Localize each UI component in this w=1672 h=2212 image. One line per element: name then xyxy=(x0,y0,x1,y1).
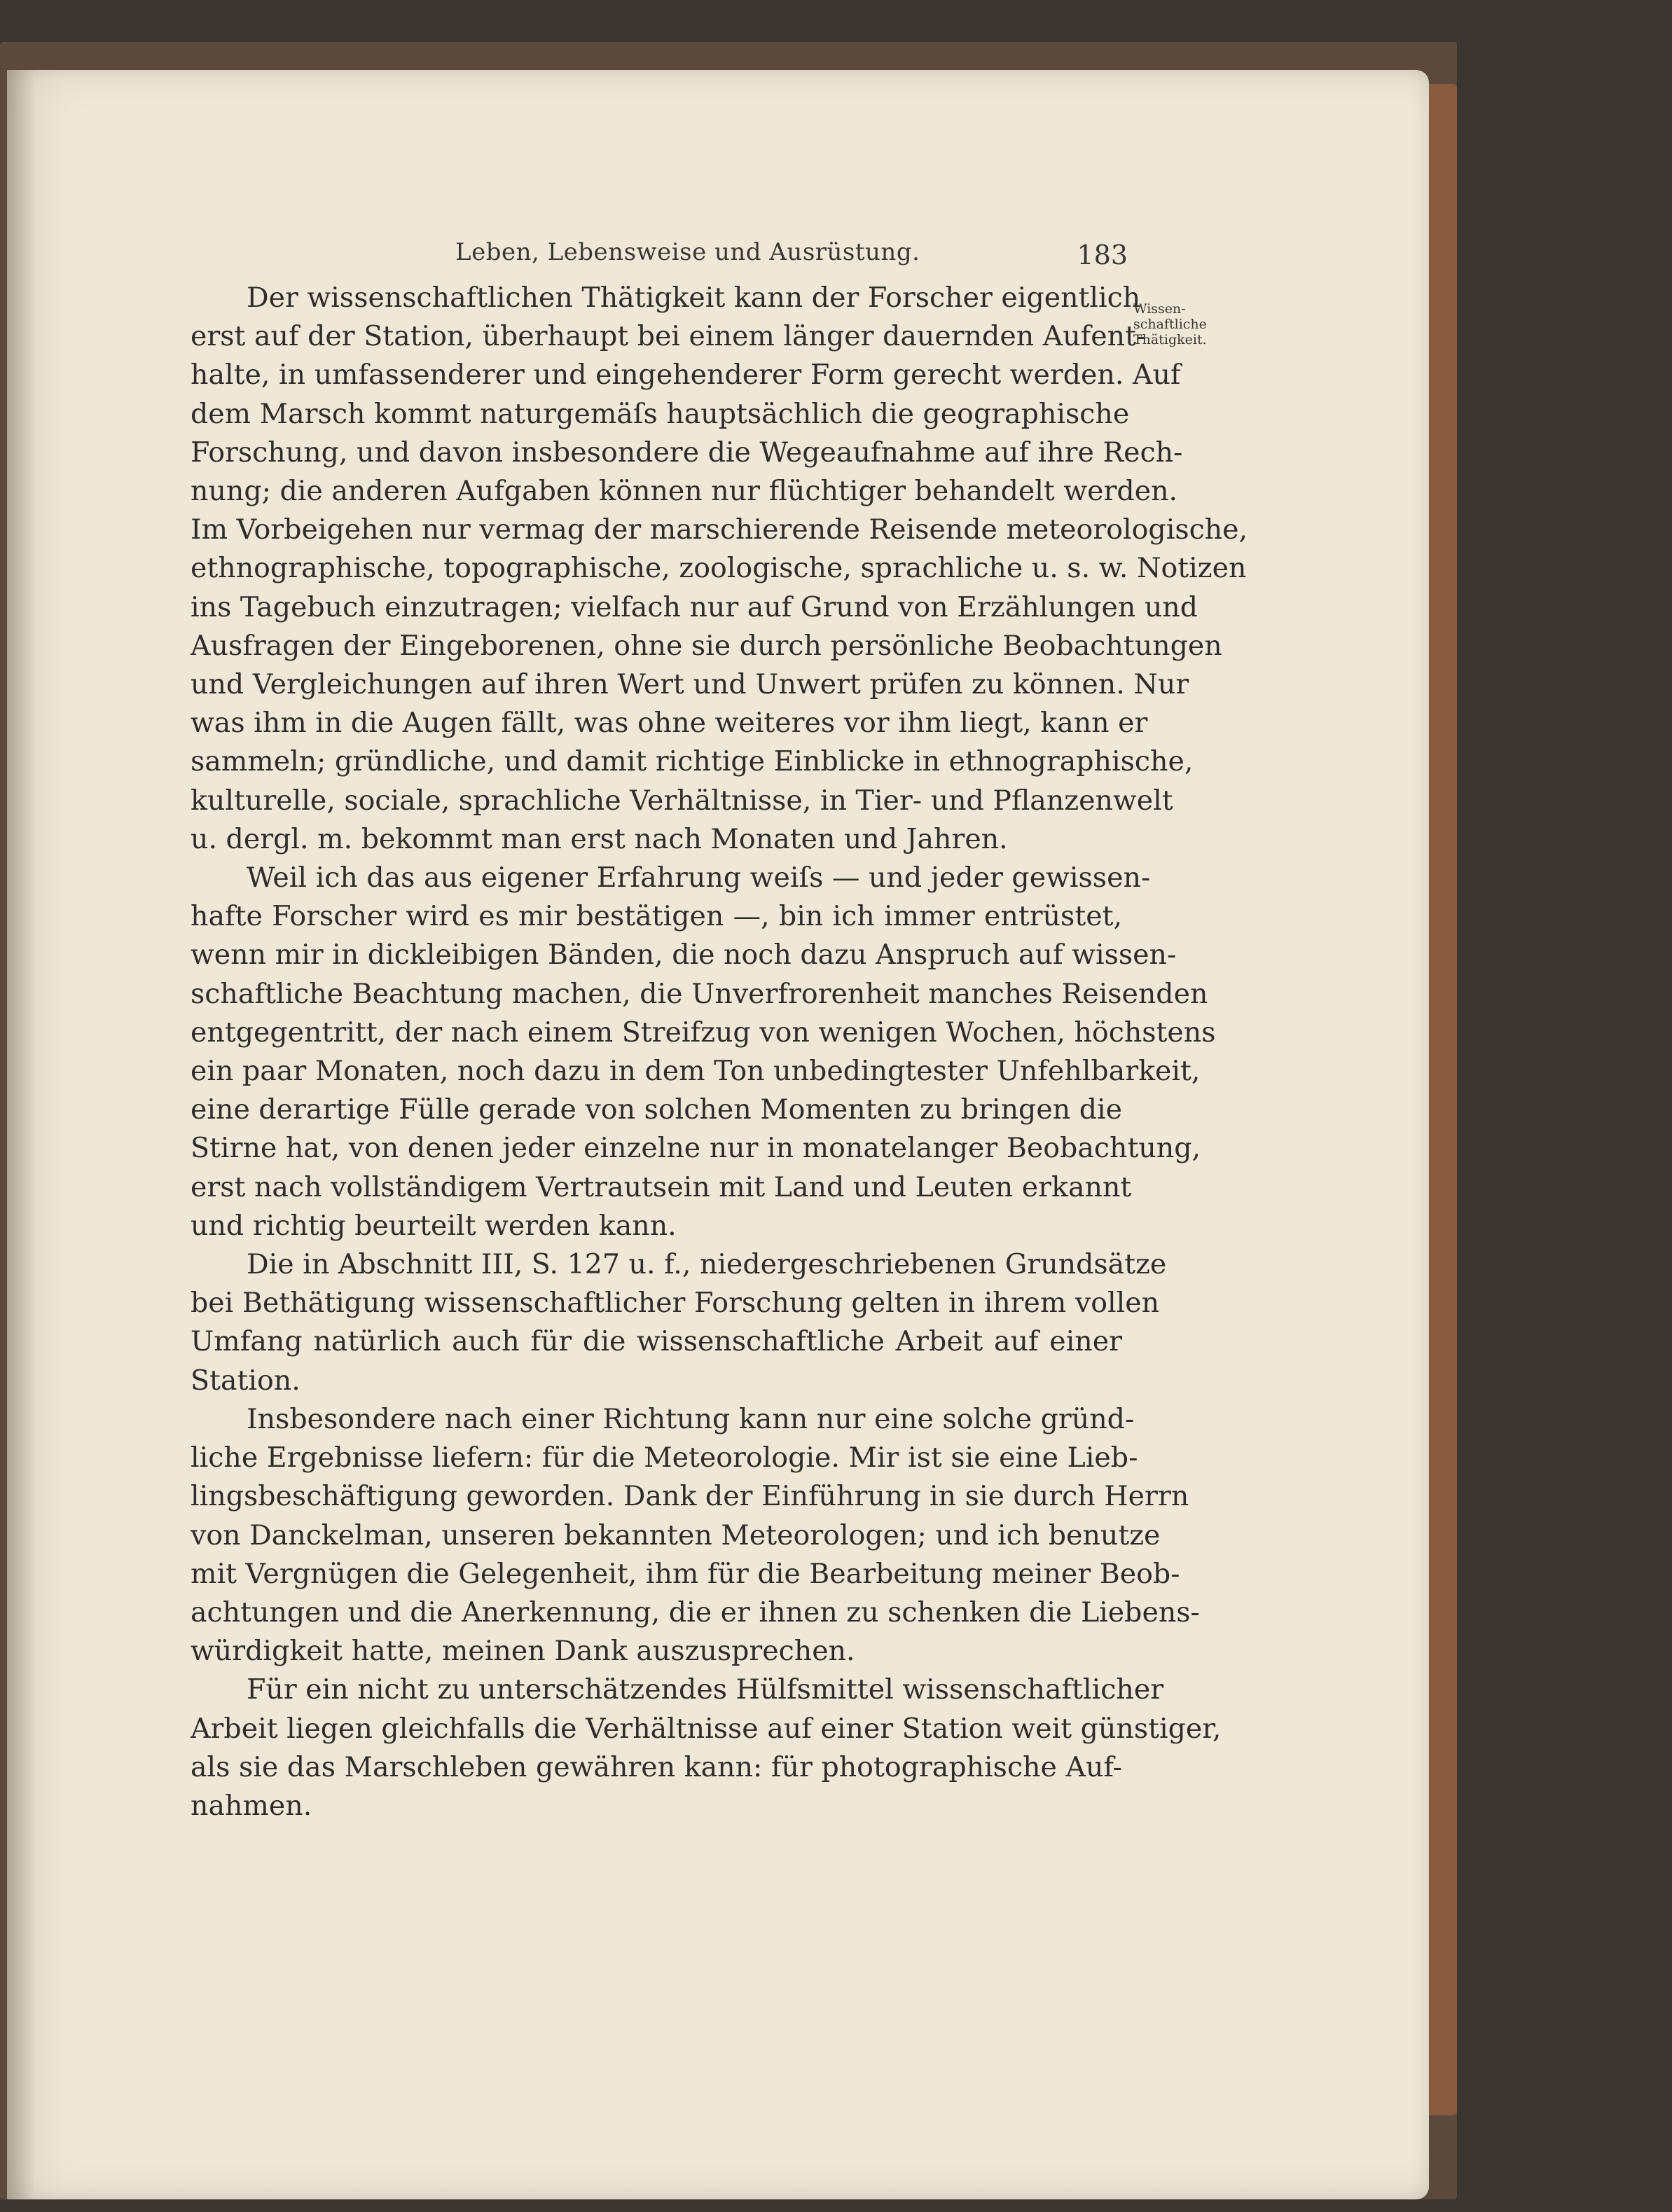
text-line: Im Vorbeigehen nur vermag der marschierende Reisende meteorologische, xyxy=(191,513,1248,546)
text-line: und Vergleichungen auf ihren Wert und Unwert prüfen zu können. Nur xyxy=(191,668,1189,701)
text-line: Arbeit liegen gleichfalls die Verhältnisse auf einer Station weit günstiger, xyxy=(191,1712,1222,1745)
paragraph xyxy=(191,279,1248,859)
text-line: entgegentritt, der nach einem Streifzug von wenigen Wochen, höchstens xyxy=(191,1016,1216,1049)
text-line: bei Bethätigung wissenschaftlicher Forschung gelten in ihrem vollen xyxy=(191,1287,1160,1320)
text-line: würdigkeit hatte, meinen Dank auszusprechen. xyxy=(191,1635,855,1668)
text-line: kulturelle, sociale, sprachliche Verhältnisse, in Tier- und Pflanzenwelt xyxy=(191,784,1173,817)
page-gutter xyxy=(7,70,35,2199)
marginal-note-line: schaftliche xyxy=(1133,317,1207,332)
text-line: Umfang natürlich auch für die wissenschaftliche Arbeit auf einer xyxy=(191,1325,1122,1358)
paragraph xyxy=(191,1400,1200,1671)
text-line: Insbesondere nach einer Richtung kann nur eine solche gründ- xyxy=(247,1402,1135,1435)
text-line: Forschung, und davon insbesondere die Wegeaufnahme auf ihre Rech- xyxy=(191,436,1183,469)
text-line: was ihm in die Augen fällt, was ohne weiteres vor ihm liegt, kann er xyxy=(191,707,1148,740)
text-line: u. dergl. m. bekommt man erst nach Monaten und Jahren. xyxy=(191,822,1008,855)
page-header xyxy=(448,238,1128,273)
text-line: Weil ich das aus eigener Erfahrung weiſs — und jeder gewissen- xyxy=(247,862,1151,894)
text-line: Für ein nicht zu unterschätzendes Hülfsmittel wissenschaftlicher xyxy=(247,1673,1164,1706)
text-line: wenn mir in dickleibigen Bänden, die noch dazu Anspruch auf wissen- xyxy=(191,939,1177,972)
text-line: lingsbeschäftigung geworden. Dank der Einführung in sie durch Herrn xyxy=(191,1480,1189,1513)
text-line: Ausfragen der Eingeborenen, ohne sie durch persönliche Beobachtungen xyxy=(191,629,1222,662)
text-line: erst auf der Station, überhaupt bei einem länger dauernden Aufent- xyxy=(191,320,1146,353)
marginal-note-line: Wissen- xyxy=(1133,301,1186,317)
text-line: nung; die anderen Aufgaben können nur flüchtiger behandelt werden. xyxy=(191,475,1178,508)
text-line: erst nach vollständigem Vertrautsein mit Land und Leuten erkannt xyxy=(191,1170,1132,1203)
marginal-note-line: Thätigkeit. xyxy=(1133,332,1207,347)
text-line: nahmen. xyxy=(191,1789,312,1822)
text-line: ein paar Monaten, noch dazu in dem Ton unbedingtester Unfehlbarkeit, xyxy=(191,1055,1201,1088)
paragraph xyxy=(191,1245,1167,1400)
text-line: achtungen und die Anerkennung, die er ihnen zu schenken die Liebens- xyxy=(191,1596,1200,1629)
text-line: und richtig beurteilt werden kann. xyxy=(191,1209,677,1242)
paragraph xyxy=(191,859,1216,1245)
text-line: Station. xyxy=(191,1364,300,1397)
text-line: liche Ergebnisse liefern: für die Meteorologie. Mir ist sie eine Lieb- xyxy=(191,1442,1138,1474)
marginal-note xyxy=(1133,301,1238,347)
text-line: Stirne hat, von denen jeder einzelne nur in monatelanger Beobachtung, xyxy=(191,1132,1201,1165)
paragraph xyxy=(191,1671,1222,1825)
body-text xyxy=(191,279,1248,1825)
text-line: ethnographische, topographische, zoologische, sprachliche u. s. w. Notizen xyxy=(191,552,1247,585)
text-line: Der wissenschaftlichen Thätigkeit kann der Forscher eigentlich xyxy=(247,282,1141,314)
running-head: Leben, Lebensweise und Ausrüstung. xyxy=(455,238,920,266)
text-line: als sie das Marschleben gewähren kann: für photographische Auf- xyxy=(191,1750,1122,1783)
text-line: von Danckelman, unseren bekannten Meteorologen; und ich benutze xyxy=(191,1519,1161,1551)
text-line: eine derartige Fülle gerade von solchen Momenten zu bringen die xyxy=(191,1093,1122,1126)
page-number: 183 xyxy=(1077,240,1128,270)
text-line: ins Tagebuch einzutragen; vielfach nur auf Grund von Erzählungen und xyxy=(191,590,1198,623)
text-line: halte, in umfassenderer und eingehenderer Form gerecht werden. Auf xyxy=(191,359,1181,392)
text-line: Die in Abschnitt III, S. 127 u. f., niedergeschriebenen Grundsätze xyxy=(247,1248,1167,1281)
text-line: mit Vergnügen die Gelegenheit, ihm für die Bearbeitung meiner Beob- xyxy=(191,1557,1180,1590)
text-line: dem Marsch kommt naturgemäſs hauptsächlich die geographische xyxy=(191,397,1130,430)
text-line: sammeln; gründliche, und damit richtige Einblicke in ethnographische, xyxy=(191,745,1194,778)
text-line: hafte Forscher wird es mir bestätigen —, bin ich immer entrüstet, xyxy=(191,900,1122,933)
text-line: schaftliche Beachtung machen, die Unverfrorenheit manches Reisenden xyxy=(191,977,1208,1010)
